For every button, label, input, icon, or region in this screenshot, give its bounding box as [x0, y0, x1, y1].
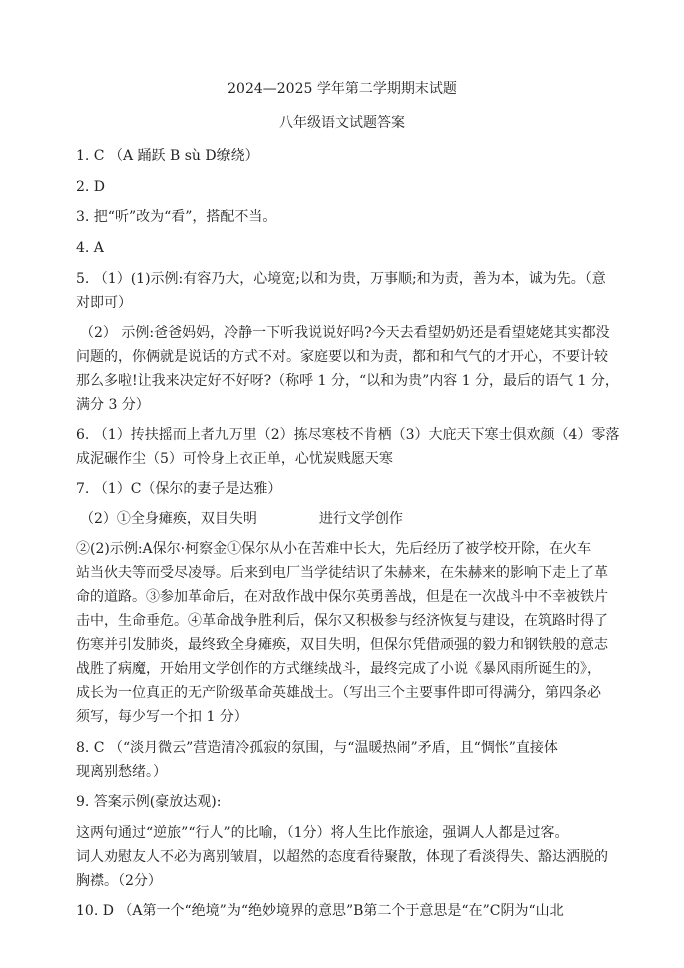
answer-q7-line5: 命的道路。③参加革命后，在对敌作战中保尔英勇善战，但是在一次战斗中不幸被铁片 [76, 589, 608, 605]
answer-q7-line7: 伤寒并引发肺炎，最终致全身瘫痪，双目失明，但保尔凭借顽强的毅力和钢铁般的意志 [76, 637, 608, 653]
answer-q7-part2b: 进行文学创作 [318, 511, 403, 527]
answer-q6-line2: 成泥碾作尘（5）可怜身上衣正单，心忧炭贱愿天寒 [76, 451, 393, 467]
answer-q7-part2a: （2）①全身瘫痪，双目失明 [80, 511, 257, 527]
answer-q9-line2: 这两句通过“逆旅”“行人”的比喻，（1分）将人生比作旅途，强调人人都是过客。 [76, 825, 569, 841]
answer-q7-line10: 须写，每少写一个扣 1 分） [76, 709, 248, 725]
answer-q7-line8: 战胜了病魔，开始用文学创作的方式继续战斗，最终完成了小说《暴风雨所诞生的》， [76, 661, 601, 677]
answer-q5b-line2: 问题的，你俩就是说话的方式不对。家庭要以和为责，都和和气气的才开心，不要计较 [76, 349, 608, 365]
answer-q1: 1. C （A 踊跃 B sù D缭绕） [76, 148, 259, 164]
answer-q2: 2. D [76, 179, 106, 195]
answer-q7-line4: 站当伙夫等而受尽凌辱。后来到电厂当学徒结识了朱赫来，在朱赫来的影响下走上了革 [76, 565, 608, 581]
answer-q5b-line3: 那么多啦!让我来决定好不好呀?（称呼 1 分，“以和为贵”内容 1 分，最后的语气 1 分， [76, 373, 619, 389]
answer-q5-line2: 对即可） [76, 295, 132, 311]
answer-q6-line1: 6. （1）抟扶摇而上者九万里（2）拣尽寒枝不肯栖（3）大庇天下寒士俱欢颜（4）零落 [76, 427, 620, 443]
answer-q7-line9: 成长为一位真正的无产阶级革命英雄战士。（写出三个主要事件即可得满分，第四条必 [76, 685, 601, 701]
answer-q7-line1: 7. （1）C（保尔的妻子是达雅） [76, 481, 282, 497]
answer-q7-line2 [80, 510, 403, 528]
answer-q5b-line1: （2） 示例:爸爸妈妈，冷静一下听我说说好吗?今天去看望奶奶还是看望姥姥其实都没 [80, 325, 610, 341]
answer-q9-line4: 胸襟。（2分） [76, 873, 162, 889]
answer-q7-line6: 击中，生命垂危。④革命战争胜利后，保尔又积极参与经济恢复与建设，在筑路时得了 [76, 613, 608, 629]
answer-q10-line1: 10. D （A第一个“绝境”为“绝妙境界的意思”B第二个于意思是“在”C阴为“山北 [76, 903, 564, 919]
answer-q9-line3: 词人劝慰友人不必为离别皱眉，以超然的态度看待聚散，体现了看淡得失、豁达洒脱的 [76, 849, 608, 865]
answer-q7-line3: ②(2)示例:A保尔·柯察金①保尔从小在苦难中长大，先后经历了被学校开除，在火车 [76, 541, 592, 557]
answer-q8-line2: 现离别愁绪。） [76, 764, 167, 780]
answer-q9-line1: 9. 答案示例(豪放达观): [76, 794, 222, 810]
answer-q8-line1: 8. C （“淡月微云”营造清冷孤寂的氛围，与“温暖热闹”矛盾，且“惆怅”直接体 [76, 740, 558, 756]
answer-q5-line1: 5. （1）(1)示例:有容乃大，心境宽;以和为贵，万事顺;和为责，善为本，诚为先。（意 [76, 271, 606, 287]
answer-q3: 3. 把“听”改为“看”，搭配不当。 [76, 209, 277, 225]
answer-q4: 4. A [76, 240, 104, 256]
exam-subtitle: 八年级语文试题答案 [279, 115, 405, 131]
answer-q5b-line4: 满分 3 分） [76, 397, 150, 413]
exam-title: 2024—2025 学年第二学期期末试题 [227, 81, 457, 97]
